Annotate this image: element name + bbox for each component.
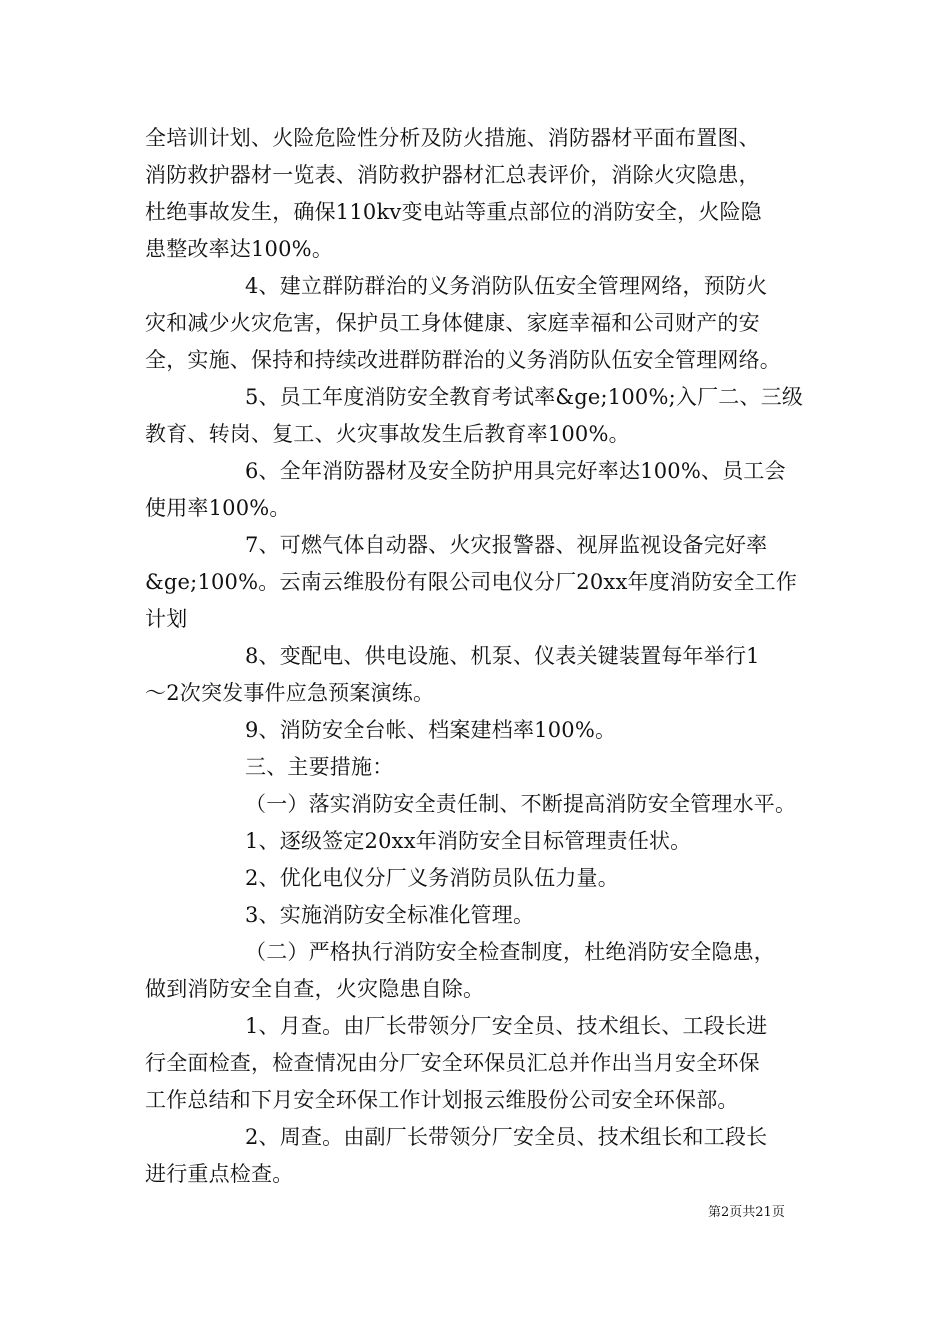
paragraph-start-line: 1、逐级签定20xx年消防安全目标管理责任状。 bbox=[245, 829, 692, 853]
subsection-heading: （一）落实消防安全责任制、不断提高消防安全管理水平。 bbox=[245, 792, 797, 816]
text-line: 全培训计划、火险危险性分析及防火措施、消防器材平面布置图、 bbox=[145, 126, 760, 150]
text-line: 做到消防安全自查，火灾隐患自除。 bbox=[145, 977, 485, 1001]
text-line: ～2次突发事件应急预案演练。 bbox=[145, 681, 435, 705]
text-line: 灾和减少火灾危害，保护员工身体健康、家庭幸福和公司财产的安 bbox=[145, 311, 760, 335]
text-line: 使用率100%。 bbox=[145, 496, 291, 520]
text-line: 行全面检查，检查情况由分厂安全环保员汇总并作出当月安全环保 bbox=[145, 1051, 760, 1075]
text-line: 计划 bbox=[145, 607, 188, 631]
text-line: &ge;100%。云南云维股份有限公司电仪分厂20xx年度消防安全工作 bbox=[145, 570, 798, 594]
text-line: 进行重点检查。 bbox=[145, 1162, 294, 1186]
subsection-heading: （二）严格执行消防安全检查制度，杜绝消防安全隐患， bbox=[245, 940, 775, 964]
paragraph-start-line: 4、建立群防群治的义务消防队伍安全管理网络，预防火 bbox=[245, 274, 768, 298]
text-line: 消防救护器材一览表、消防救护器材汇总表评价，消除火灾隐患， bbox=[145, 163, 760, 187]
paragraph-start-line: 7、可燃气体自动器、火灾报警器、视屏监视设备完好率 bbox=[245, 533, 768, 557]
section-heading: 三、主要措施： bbox=[245, 755, 394, 779]
paragraph-start-line: 8、变配电、供电设施、机泵、仪表关键装置每年举行1 bbox=[245, 644, 760, 668]
paragraph-start-line: 9、消防安全台帐、档案建档率100%。 bbox=[245, 718, 617, 742]
paragraph-start-line: 6、全年消防器材及安全防护用具完好率达100%、员工会 bbox=[245, 459, 786, 483]
text-line: 全，实施、保持和持续改进群防群治的义务消防队伍安全管理网络。 bbox=[145, 348, 781, 372]
paragraph-start-line: 1、月查。由厂长带领分厂安全员、技术组长、工段长进 bbox=[245, 1014, 768, 1038]
paragraph-start-line: 2、周查。由副厂长带领分厂安全员、技术组长和工段长 bbox=[245, 1125, 768, 1149]
text-line: 教育、转岗、复工、火灾事故发生后教育率100%。 bbox=[145, 422, 630, 446]
text-line: 患整改率达100%。 bbox=[145, 237, 334, 261]
paragraph-start-line: 2、优化电仪分厂义务消防员队伍力量。 bbox=[245, 866, 619, 890]
paragraph-start-line: 3、实施消防安全标准化管理。 bbox=[245, 903, 535, 927]
text-line: 工作总结和下月安全环保工作计划报云维股份公司安全环保部。 bbox=[145, 1088, 739, 1112]
text-line: 杜绝事故发生，确保110kv变电站等重点部位的消防安全，火险隐 bbox=[145, 200, 762, 224]
page-number: 第2页共21页 bbox=[708, 1205, 785, 1220]
paragraph-start-line: 5、员工年度消防安全教育考试率&ge;100%;入厂二、三级 bbox=[245, 385, 804, 409]
